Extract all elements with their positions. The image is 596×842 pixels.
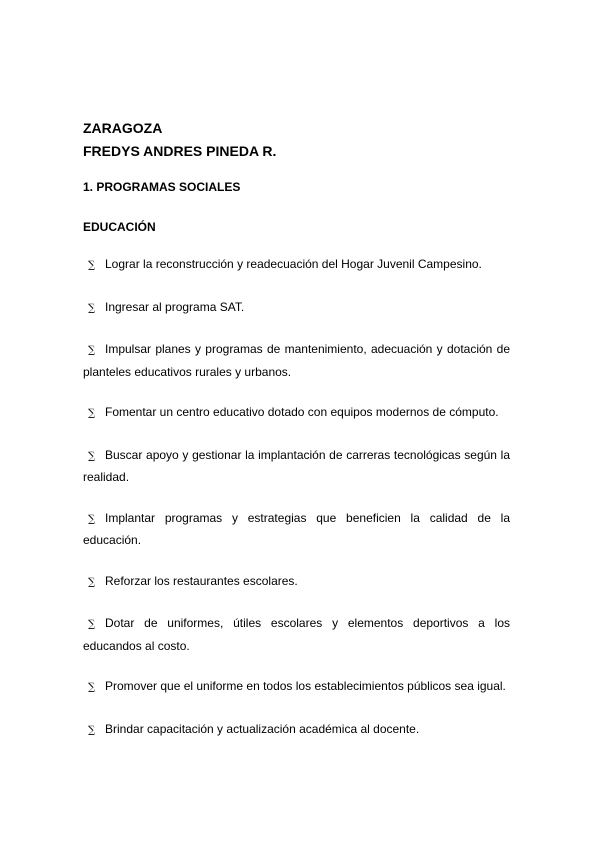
bullet-icon: ∑ [88,576,96,588]
author-name: FREDYS ANDRES PINEDA R. [83,143,277,159]
bullet-icon: ∑ [88,513,96,525]
list-item-text: Promover que el uniforme en todos los establecimientos públicos sea igual. [105,679,506,693]
list-item [83,613,510,656]
bullet-icon: ∑ [88,450,96,462]
bullet-icon: ∑ [88,682,96,693]
list-item-text: Brindar capacitación y actualización académica al docente. [105,721,420,736]
list-item-text: Lograr la reconstrucción y readecuación del Hogar Juvenil Campesino. [105,257,482,271]
education-goals-list [83,254,510,741]
bullet-icon: ∑ [88,260,96,271]
bullet-icon: ∑ [88,619,96,630]
list-item [83,297,510,320]
subsection-heading-educacion: EDUCACIÓN [83,220,156,234]
section-heading-programas-sociales: 1. PROGRAMAS SOCIALES [83,180,241,194]
municipality-title: ZARAGOZA [83,120,163,136]
list-item [83,445,510,488]
list-item [83,719,510,742]
bullet-icon: ∑ [88,724,96,736]
list-item [83,339,510,382]
list-item-text: Reforzar los restaurantes escolares. [105,573,298,588]
list-item-text: Impulsar planes y programas de mantenimiento, adecuación y dotación de planteles educativos rurales y urbanos. [83,342,510,379]
list-item [83,676,510,699]
list-item [83,402,510,425]
list-item-text: Buscar apoyo y gestionar la implantación de carreras tecnológicas según la realidad. [83,447,510,484]
list-item-text: Ingresar al programa SAT. [105,299,245,314]
list-item [83,254,510,277]
list-item [83,508,510,551]
list-item-text: Dotar de uniformes, útiles escolares y elementos deportivos a los educandos al costo. [83,616,510,653]
list-item-text: Fomentar un centro educativo dotado con equipos modernos de cómputo. [105,405,499,419]
bullet-icon: ∑ [88,408,96,419]
list-item [83,571,510,594]
list-item-text: Implantar programas y estrategias que beneficien la calidad de la educación. [83,510,510,547]
page-content [83,117,510,761]
bullet-icon: ∑ [88,345,96,356]
bullet-icon: ∑ [88,302,96,314]
